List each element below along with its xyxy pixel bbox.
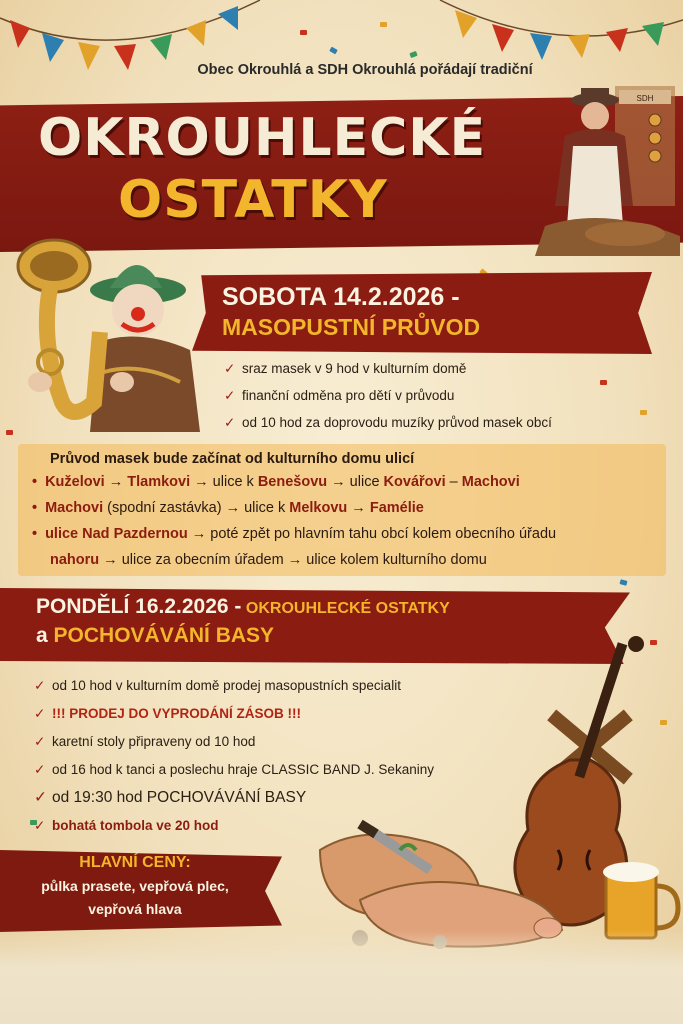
check-icon: ✓ bbox=[34, 762, 46, 777]
list-item: ✓ !!! PRODEJ DO VYPRODÁNÍ ZÁSOB !!! bbox=[34, 700, 434, 728]
route-line-4: nahoru → ulice za obecním úřadem → ulice kolem kulturního domu bbox=[50, 552, 487, 568]
intro-text: Obec Okrouhlá a SDH Okrouhlá pořádají tradiční bbox=[197, 62, 533, 78]
prizes-line-2: vepřová hlava bbox=[88, 901, 182, 917]
route-line-2: • Machovi (spodní zastávka) → ulice k Melkovu → Famélie bbox=[32, 500, 424, 516]
monday-title: PONDĚLÍ 16.2.2026 - OKROUHLECKÉ OSTATKY bbox=[36, 595, 450, 618]
route-heading: Průvod masek bude začínat od kulturního domu ulicí bbox=[50, 451, 415, 467]
beer-mug-illustration bbox=[603, 862, 678, 938]
bullet-dot-icon: • bbox=[32, 526, 38, 542]
check-icon: ✓ bbox=[34, 706, 46, 721]
cook-sign: SDH bbox=[636, 94, 654, 103]
title-line-1: OKROUHLECKÉ bbox=[38, 108, 487, 168]
route-line-1: • Kuželovi → Tlamkovi → ulice k Benešovu → ulice Kovářovi – Machovi bbox=[32, 474, 520, 490]
list-item: ✓ sraz masek v 9 hod v kulturním domě bbox=[224, 355, 552, 382]
saturday-list bbox=[224, 355, 552, 436]
check-icon: ✓ bbox=[34, 818, 46, 833]
check-icon: ✓ bbox=[34, 734, 46, 749]
cook-illustration bbox=[515, 86, 680, 256]
bottom-background bbox=[0, 930, 683, 1024]
bullet-dot-icon: • bbox=[32, 474, 38, 490]
list-item: ✓ od 16 hod k tanci a poslechu hraje CLASSIC BAND J. Sekaniny bbox=[34, 756, 434, 784]
check-icon: ✓ bbox=[34, 678, 46, 693]
monday-subtitle: a POCHOVÁVÁNÍ BASY bbox=[36, 624, 275, 647]
list-item: ✓ od 10 hod v kulturním domě prodej masopustních specialit bbox=[34, 672, 434, 700]
bullet-dot-icon: • bbox=[32, 500, 38, 516]
list-item: ✓ karetní stoly připraveny od 10 hod bbox=[34, 728, 434, 756]
saturday-subtitle: MASOPUSTNÍ PRŮVOD bbox=[222, 314, 481, 340]
list-item: ✓ od 10 hod za doprovodu muzíky průvod masek obcí bbox=[224, 409, 552, 436]
list-item: ✓ bohatá tombola ve 20 hod bbox=[34, 812, 434, 840]
check-icon: ✓ bbox=[224, 388, 236, 403]
saturday-title: SOBOTA 14.2.2026 - bbox=[222, 283, 460, 311]
prizes-line-1: půlka prasete, vepřová plec, bbox=[41, 878, 229, 894]
prizes-heading: HLAVNÍ CENY: bbox=[79, 854, 191, 871]
check-icon: ✓ bbox=[34, 789, 47, 806]
list-item: ✓ finanční odměna pro dětí v průvodu bbox=[224, 382, 552, 409]
tuba-clown-illustration bbox=[10, 232, 210, 432]
check-icon: ✓ bbox=[224, 361, 236, 376]
check-icon: ✓ bbox=[224, 415, 236, 430]
title-line-2: OSTATKY bbox=[118, 170, 388, 230]
monday-list bbox=[34, 672, 434, 840]
list-item: ✓ od 19:30 hod POCHOVÁVÁNÍ BASY bbox=[34, 784, 434, 812]
route-line-3: • ulice Nad Pazdernou → poté zpět po hlavním tahu obcí kolem obecního úřadu bbox=[32, 526, 557, 542]
